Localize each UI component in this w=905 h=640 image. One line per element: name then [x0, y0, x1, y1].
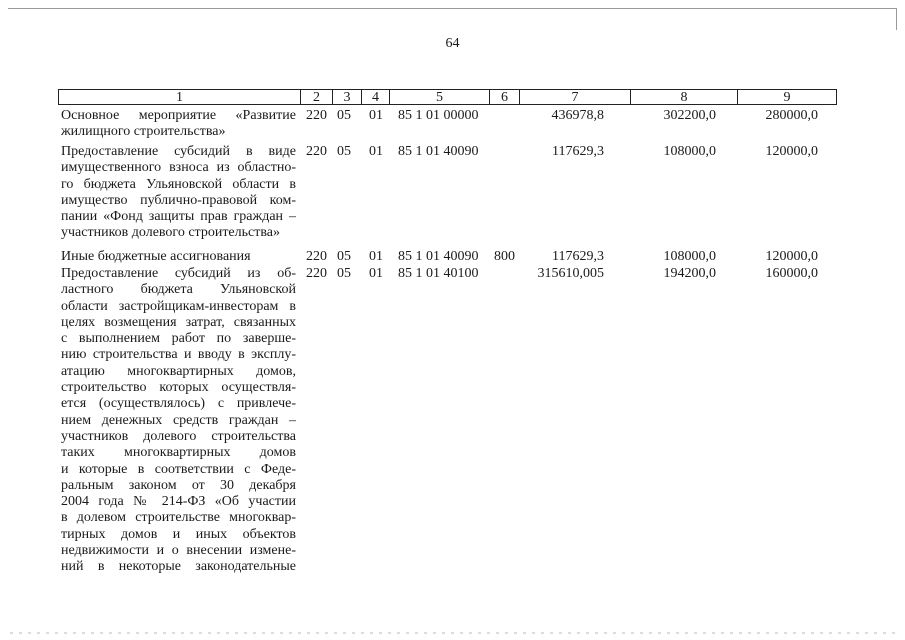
row-3-col-4: 01	[369, 249, 383, 264]
row-1-line: Основное мероприятие «Развитие	[61, 108, 296, 123]
row-2-col-2: 220	[306, 144, 327, 159]
row-2-col-3: 05	[337, 144, 351, 159]
row-2-line: участников долевого строительства»	[61, 225, 280, 241]
row-1-col-4: 01	[369, 108, 383, 123]
scan-edge-top	[8, 8, 897, 9]
row-2-col-9: 120000,0	[765, 144, 818, 159]
row-4-col-7: 315610,005	[537, 266, 604, 281]
row-2-line: имущество публично-правовой ком-	[61, 192, 296, 208]
row-1-line: жилищного строительства»	[61, 124, 226, 140]
row-3-col-7: 117629,3	[552, 249, 604, 264]
header-col-9: 9	[738, 89, 837, 105]
header-col-4: 4	[362, 89, 390, 105]
row-1-col-9: 280000,0	[765, 108, 818, 123]
row-4-line: ральным законом от 30 декабря	[61, 477, 296, 493]
row-4-col-5: 85 1 01 40100	[398, 266, 479, 281]
row-4-line: таких многоквартирных домов	[61, 445, 296, 461]
row-4-col-4: 01	[369, 266, 383, 281]
header-col-5: 5	[390, 89, 490, 105]
row-2-col-4: 01	[369, 144, 383, 159]
header-col-7: 7	[520, 89, 631, 105]
row-3-col-9: 120000,0	[765, 249, 818, 264]
row-2-line: Предоставление субсидий в виде	[61, 144, 296, 159]
row-1-description	[61, 108, 296, 141]
row-4-line: и которые в соответствии с Феде-	[61, 461, 296, 477]
row-3-col-3: 05	[337, 249, 351, 264]
row-4-line: ний в некоторые законодательные	[61, 559, 296, 575]
row-2-line: имущественного взноса из областно-	[61, 160, 296, 176]
row-3-col-5: 85 1 01 40090	[398, 249, 479, 264]
row-3-description	[61, 249, 296, 265]
row-4-line: нию строительства и вводу в эксплу-	[61, 347, 296, 363]
row-1-col-8: 302200,0	[663, 108, 716, 123]
page-number: 64	[445, 36, 460, 51]
row-1-col-5: 85 1 01 00000	[398, 108, 479, 123]
row-4-line: участников долевого строительства	[61, 428, 296, 444]
row-2-col-8: 108000,0	[663, 144, 716, 159]
row-4-col-3: 05	[337, 266, 351, 281]
row-1-col-7: 436978,8	[551, 108, 604, 123]
row-2-description	[61, 144, 296, 242]
row-4-line: области застройщикам-инвесторам в	[61, 298, 296, 314]
row-4-line: в долевом строительстве многоквар-	[61, 510, 296, 526]
header-col-6: 6	[490, 89, 520, 105]
row-1-col-2: 220	[306, 108, 327, 123]
scan-noise	[10, 632, 895, 634]
row-2-line: пании «Фонд защиты прав граждан –	[61, 209, 296, 225]
row-4-line: строительство которых осуществля-	[61, 380, 296, 396]
row-2-col-5: 85 1 01 40090	[398, 144, 479, 159]
row-4-line: ластного бюджета Ульяновской	[61, 282, 296, 298]
row-4-description	[61, 266, 296, 576]
row-1-col-3: 05	[337, 108, 351, 123]
row-3-col-8: 108000,0	[663, 249, 716, 264]
scan-edge-right	[896, 8, 897, 30]
row-4-line: недвижимости и о внесении измене-	[61, 543, 296, 559]
header-col-8: 8	[631, 89, 738, 105]
row-4-line: целях возмещения затрат, связанных	[61, 314, 296, 330]
row-2-col-7: 117629,3	[552, 144, 604, 159]
row-4-col-8: 194200,0	[663, 266, 716, 281]
row-4-col-2: 220	[306, 266, 327, 281]
row-4-line: тирных домов и иных объектов	[61, 526, 296, 542]
row-2-line: го бюджета Ульяновской области в	[61, 176, 296, 192]
header-col-1: 1	[58, 89, 301, 105]
header-col-3: 3	[333, 89, 362, 105]
row-4-line: 2004 года № 214-ФЗ «Об участии	[61, 494, 296, 510]
row-3-line: Иные бюджетные ассигнования	[61, 249, 251, 264]
row-3-col-6: 800	[494, 249, 515, 264]
row-4-line: с выполнением работ по заверше-	[61, 331, 296, 347]
table-header	[58, 89, 837, 105]
row-4-line: ется (осуществлялось) с привлече-	[61, 396, 296, 412]
row-4-line: нием денежных средств граждан –	[61, 412, 296, 428]
row-4-line: Предоставление субсидий из об-	[61, 266, 296, 281]
row-4-line: атацию многоквартирных домов,	[61, 363, 296, 379]
header-col-2: 2	[301, 89, 333, 105]
row-3-col-2: 220	[306, 249, 327, 264]
row-4-col-9: 160000,0	[765, 266, 818, 281]
